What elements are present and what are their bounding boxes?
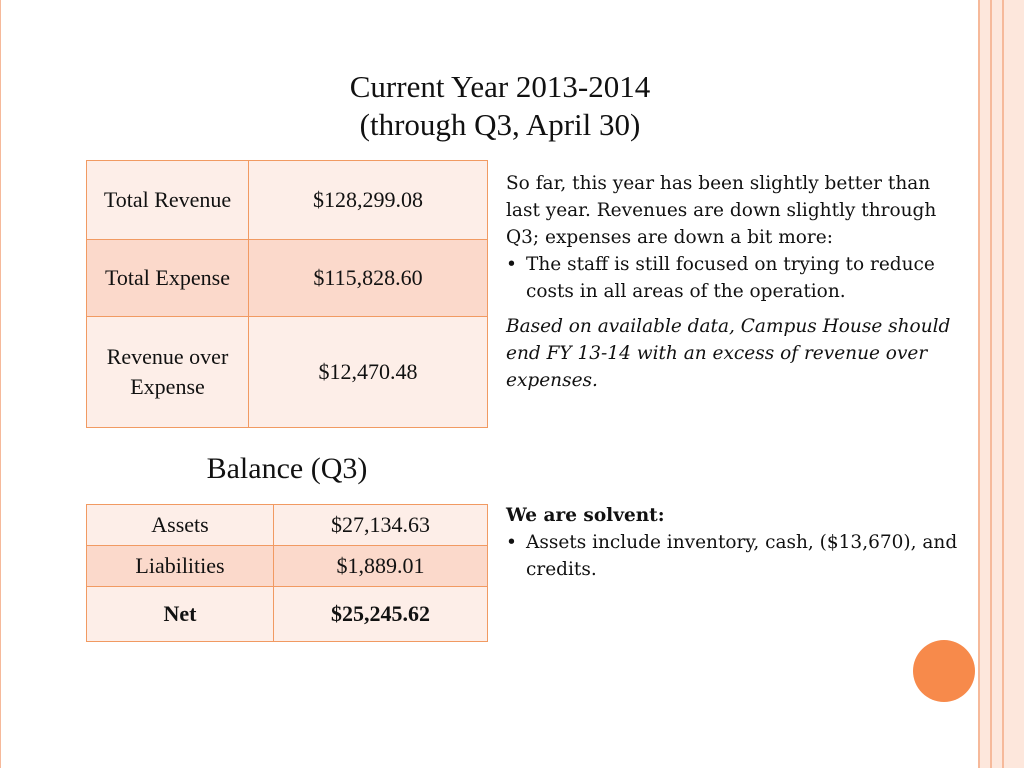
table-row <box>87 161 488 240</box>
bullet-icon: • <box>506 532 517 553</box>
list-item <box>506 529 976 583</box>
slide-title <box>200 68 800 144</box>
row-label: Revenue over Expense <box>87 317 249 428</box>
row-label: Liabilities <box>87 546 274 587</box>
row-label: Net <box>87 587 274 642</box>
row-value: $1,889.01 <box>274 546 488 587</box>
row-label: Assets <box>87 505 274 546</box>
row-value: $12,470.48 <box>249 317 488 428</box>
balance-heading: Balance (Q3) <box>206 452 368 485</box>
table-row <box>87 240 488 317</box>
notes-conclusion: Based on available data, Campus House should end FY 13-14 with an excess of revenue over expenses. <box>506 316 951 391</box>
table-row <box>87 505 488 546</box>
row-value: $115,828.60 <box>249 240 488 317</box>
solvency-bullet: Assets include inventory, cash, ($13,670), and credits. <box>526 532 958 580</box>
row-value: $128,299.08 <box>249 161 488 240</box>
notes-bullet: The staff is still focused on trying to reduce costs in all areas of the operation. <box>526 254 935 302</box>
row-value: $27,134.63 <box>274 505 488 546</box>
list-item <box>506 251 966 305</box>
title-line-2: (through Q3, April 30) <box>359 107 641 142</box>
table-row <box>87 587 488 642</box>
bullet-icon: • <box>506 254 517 275</box>
decorative-circle <box>913 640 975 702</box>
row-label: Total Revenue <box>87 161 249 240</box>
decorative-stripes <box>978 0 1024 768</box>
row-label: Total Expense <box>87 240 249 317</box>
left-border-line <box>0 0 1 768</box>
table-row <box>87 546 488 587</box>
table-row <box>87 317 488 428</box>
row-value: $25,245.62 <box>274 587 488 642</box>
solvency-heading: We are solvent: <box>506 505 665 526</box>
notes-panel <box>506 170 966 394</box>
income-table <box>86 160 488 428</box>
solvency-panel <box>506 502 976 583</box>
title-line-1: Current Year 2013-2014 <box>349 69 651 104</box>
balance-table <box>86 504 488 642</box>
notes-intro: So far, this year has been slightly better than last year. Revenues are down slightly through Q3; expenses are down a bit more: <box>506 173 937 248</box>
